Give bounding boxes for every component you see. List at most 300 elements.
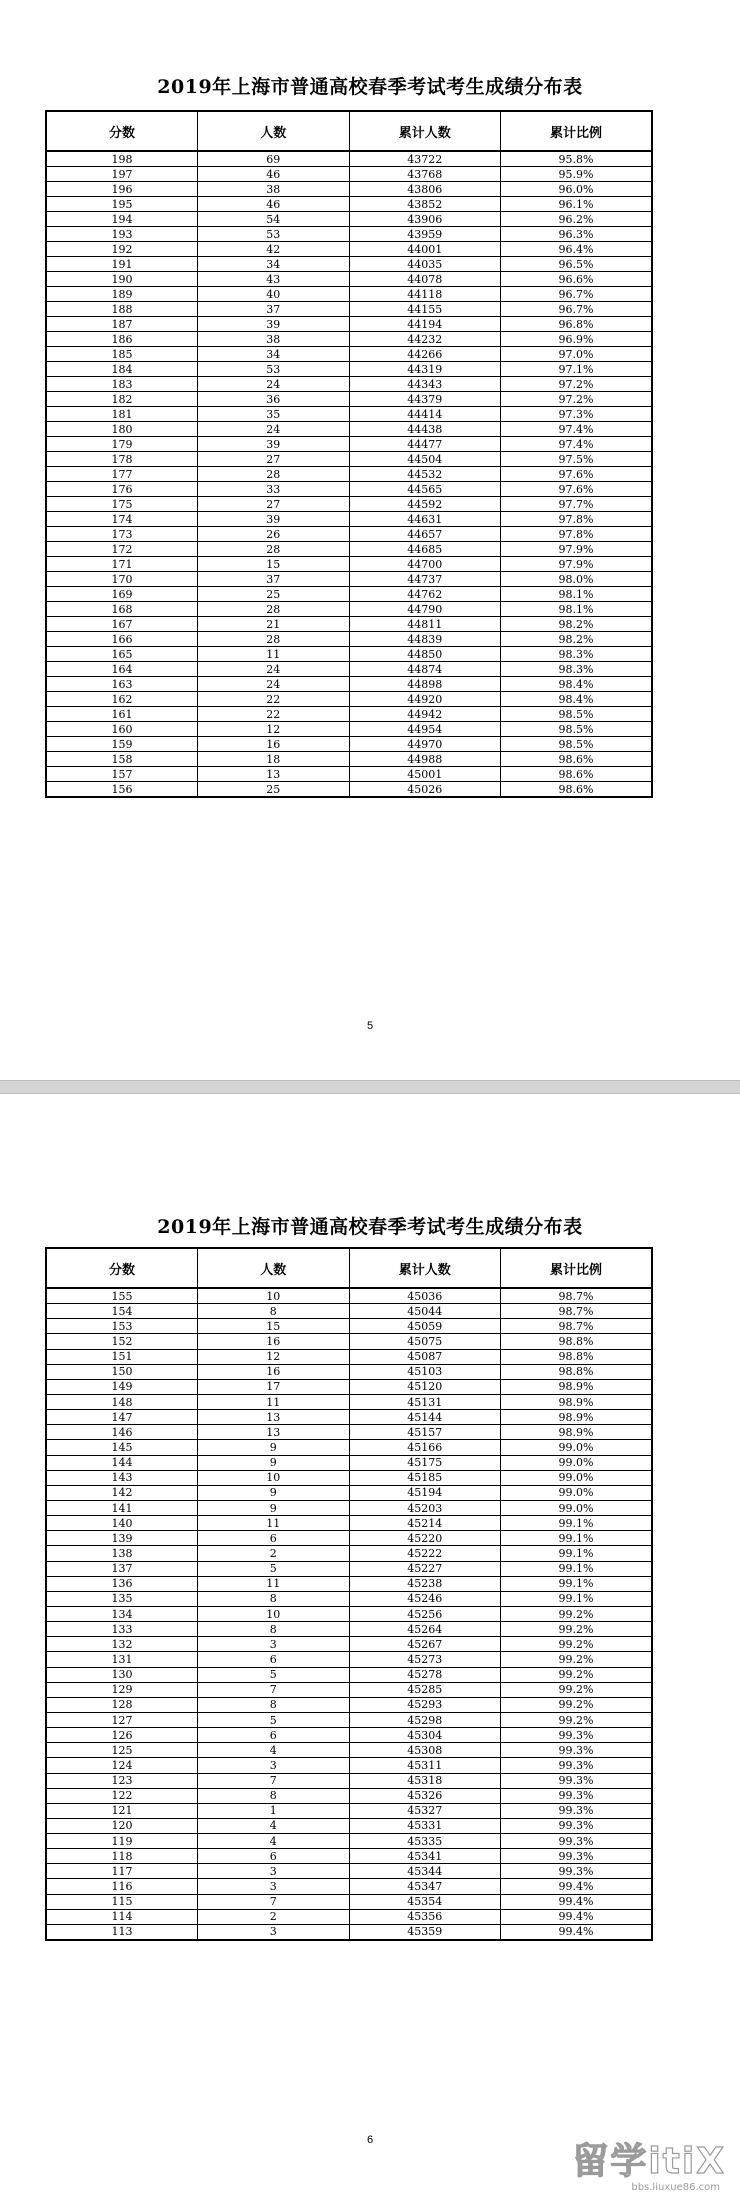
table-row xyxy=(46,1788,652,1803)
cell-count: 69 xyxy=(198,151,350,167)
cell-cumulative-count: 45214 xyxy=(349,1516,501,1531)
cell-score: 129 xyxy=(46,1682,198,1697)
table-body xyxy=(46,1288,652,1940)
table-row xyxy=(46,707,652,722)
cell-count: 24 xyxy=(198,422,350,437)
cell-cumulative-ratio: 98.9% xyxy=(501,1410,653,1425)
table-header-row xyxy=(46,111,652,151)
score-distribution-table xyxy=(45,1247,653,1941)
cell-count: 34 xyxy=(198,347,350,362)
cell-cumulative-count: 44078 xyxy=(349,272,501,287)
cell-score: 159 xyxy=(46,737,198,752)
cell-cumulative-count: 45359 xyxy=(349,1924,501,1940)
cell-cumulative-count: 45144 xyxy=(349,1410,501,1425)
cell-score: 158 xyxy=(46,752,198,767)
table-row xyxy=(46,182,652,197)
cell-score: 187 xyxy=(46,317,198,332)
cell-cumulative-count: 44631 xyxy=(349,512,501,527)
cell-cumulative-count: 44155 xyxy=(349,302,501,317)
cell-cumulative-ratio: 99.3% xyxy=(501,1743,653,1758)
cell-count: 6 xyxy=(198,1728,350,1743)
cell-count: 1 xyxy=(198,1803,350,1818)
cell-cumulative-ratio: 98.8% xyxy=(501,1334,653,1349)
cell-count: 37 xyxy=(198,572,350,587)
cell-cumulative-ratio: 99.2% xyxy=(501,1712,653,1727)
table-row xyxy=(46,1773,652,1788)
cell-count: 9 xyxy=(198,1500,350,1515)
table-row xyxy=(46,1455,652,1470)
cell-score: 161 xyxy=(46,707,198,722)
cell-cumulative-count: 45059 xyxy=(349,1319,501,1334)
cell-score: 146 xyxy=(46,1425,198,1440)
table-row xyxy=(46,497,652,512)
cell-score: 128 xyxy=(46,1697,198,1712)
cell-count: 4 xyxy=(198,1743,350,1758)
cell-count: 8 xyxy=(198,1697,350,1712)
cell-cumulative-count: 44898 xyxy=(349,677,501,692)
table-row xyxy=(46,1682,652,1697)
cell-cumulative-count: 45356 xyxy=(349,1909,501,1924)
cell-count: 5 xyxy=(198,1712,350,1727)
cell-cumulative-ratio: 97.1% xyxy=(501,362,653,377)
table-row xyxy=(46,1576,652,1591)
cell-cumulative-count: 45103 xyxy=(349,1364,501,1379)
cell-cumulative-count: 44035 xyxy=(349,257,501,272)
cell-count: 7 xyxy=(198,1773,350,1788)
cell-count: 28 xyxy=(198,467,350,482)
cell-cumulative-ratio: 99.3% xyxy=(501,1773,653,1788)
page-separator xyxy=(0,1080,740,1094)
cell-score: 116 xyxy=(46,1879,198,1894)
cell-cumulative-count: 44504 xyxy=(349,452,501,467)
cell-score: 150 xyxy=(46,1364,198,1379)
cell-cumulative-count: 44657 xyxy=(349,527,501,542)
cell-count: 6 xyxy=(198,1652,350,1667)
cell-count: 16 xyxy=(198,1334,350,1349)
cell-cumulative-ratio: 99.4% xyxy=(501,1924,653,1940)
cell-cumulative-ratio: 97.0% xyxy=(501,347,653,362)
cell-count: 34 xyxy=(198,257,350,272)
cell-count: 39 xyxy=(198,437,350,452)
cell-score: 166 xyxy=(46,632,198,647)
cell-cumulative-ratio: 99.2% xyxy=(501,1606,653,1621)
cell-count: 25 xyxy=(198,587,350,602)
table-row xyxy=(46,212,652,227)
cell-count: 43 xyxy=(198,272,350,287)
cell-cumulative-count: 44232 xyxy=(349,332,501,347)
cell-cumulative-ratio: 99.2% xyxy=(501,1697,653,1712)
cell-score: 140 xyxy=(46,1516,198,1531)
cell-cumulative-ratio: 95.9% xyxy=(501,167,653,182)
cell-count: 11 xyxy=(198,1394,350,1409)
cell-count: 15 xyxy=(198,557,350,572)
cell-count: 54 xyxy=(198,212,350,227)
table-row xyxy=(46,1591,652,1606)
cell-cumulative-ratio: 97.8% xyxy=(501,512,653,527)
header-cumulative-count: 累计人数 xyxy=(349,1248,501,1288)
cell-count: 11 xyxy=(198,647,350,662)
cell-count: 22 xyxy=(198,692,350,707)
cell-score: 194 xyxy=(46,212,198,227)
cell-count: 27 xyxy=(198,452,350,467)
table-row xyxy=(46,422,652,437)
cell-score: 197 xyxy=(46,167,198,182)
cell-cumulative-ratio: 97.3% xyxy=(501,407,653,422)
cell-cumulative-ratio: 99.0% xyxy=(501,1455,653,1470)
table-row xyxy=(46,1425,652,1440)
cell-score: 119 xyxy=(46,1834,198,1849)
cell-count: 13 xyxy=(198,1410,350,1425)
cell-cumulative-ratio: 98.7% xyxy=(501,1288,653,1304)
cell-cumulative-ratio: 96.0% xyxy=(501,182,653,197)
cell-score: 155 xyxy=(46,1288,198,1304)
cell-cumulative-count: 45120 xyxy=(349,1379,501,1394)
cell-score: 134 xyxy=(46,1606,198,1621)
table-row xyxy=(46,1500,652,1515)
cell-cumulative-count: 45131 xyxy=(349,1394,501,1409)
cell-count: 12 xyxy=(198,1349,350,1364)
cell-count: 6 xyxy=(198,1849,350,1864)
table-row xyxy=(46,392,652,407)
cell-count: 4 xyxy=(198,1834,350,1849)
cell-cumulative-count: 45273 xyxy=(349,1652,501,1667)
table-row xyxy=(46,332,652,347)
table-row xyxy=(46,287,652,302)
cell-score: 164 xyxy=(46,662,198,677)
cell-score: 113 xyxy=(46,1924,198,1940)
cell-cumulative-count: 45220 xyxy=(349,1531,501,1546)
cell-score: 151 xyxy=(46,1349,198,1364)
cell-cumulative-ratio: 96.7% xyxy=(501,302,653,317)
cell-count: 9 xyxy=(198,1455,350,1470)
table-row xyxy=(46,617,652,632)
cell-cumulative-count: 45256 xyxy=(349,1606,501,1621)
table-row xyxy=(46,1879,652,1894)
cell-cumulative-count: 45285 xyxy=(349,1682,501,1697)
table-row xyxy=(46,677,652,692)
cell-cumulative-count: 45347 xyxy=(349,1879,501,1894)
table-row xyxy=(46,1728,652,1743)
cell-cumulative-count: 44438 xyxy=(349,422,501,437)
cell-score: 127 xyxy=(46,1712,198,1727)
cell-score: 169 xyxy=(46,587,198,602)
table-row xyxy=(46,1758,652,1773)
cell-cumulative-count: 44920 xyxy=(349,692,501,707)
table-row xyxy=(46,1697,652,1712)
cell-cumulative-ratio: 98.7% xyxy=(501,1304,653,1319)
cell-cumulative-ratio: 99.0% xyxy=(501,1440,653,1455)
cell-cumulative-ratio: 99.2% xyxy=(501,1637,653,1652)
table-row xyxy=(46,1652,652,1667)
cell-cumulative-count: 44942 xyxy=(349,707,501,722)
cell-count: 3 xyxy=(198,1924,350,1940)
cell-count: 3 xyxy=(198,1879,350,1894)
cell-count: 28 xyxy=(198,602,350,617)
cell-cumulative-ratio: 97.7% xyxy=(501,497,653,512)
table-row xyxy=(46,302,652,317)
cell-cumulative-ratio: 99.3% xyxy=(501,1849,653,1864)
table-title: 2019年上海市普通高校春季考试考生成绩分布表 xyxy=(157,1216,583,1238)
cell-cumulative-count: 43722 xyxy=(349,151,501,167)
cell-cumulative-ratio: 98.8% xyxy=(501,1349,653,1364)
cell-cumulative-ratio: 97.9% xyxy=(501,557,653,572)
cell-score: 181 xyxy=(46,407,198,422)
cell-count: 9 xyxy=(198,1440,350,1455)
cell-score: 189 xyxy=(46,287,198,302)
cell-cumulative-count: 45293 xyxy=(349,1697,501,1712)
cell-cumulative-count: 45166 xyxy=(349,1440,501,1455)
table-row xyxy=(46,1334,652,1349)
cell-cumulative-ratio: 97.4% xyxy=(501,437,653,452)
cell-count: 38 xyxy=(198,332,350,347)
table-row xyxy=(46,257,652,272)
cell-cumulative-count: 45331 xyxy=(349,1818,501,1833)
cell-cumulative-count: 44532 xyxy=(349,467,501,482)
cell-cumulative-count: 44737 xyxy=(349,572,501,587)
cell-count: 10 xyxy=(198,1288,350,1304)
cell-score: 156 xyxy=(46,782,198,798)
cell-count: 37 xyxy=(198,302,350,317)
cell-count: 53 xyxy=(198,227,350,242)
cell-cumulative-count: 45222 xyxy=(349,1546,501,1561)
table-row xyxy=(46,1712,652,1727)
cell-count: 22 xyxy=(198,707,350,722)
cell-cumulative-count: 45087 xyxy=(349,1349,501,1364)
cell-count: 40 xyxy=(198,287,350,302)
table-row xyxy=(46,1606,652,1621)
cell-cumulative-count: 44414 xyxy=(349,407,501,422)
cell-cumulative-ratio: 98.2% xyxy=(501,617,653,632)
cell-count: 11 xyxy=(198,1516,350,1531)
cell-cumulative-ratio: 99.1% xyxy=(501,1516,653,1531)
cell-cumulative-count: 44762 xyxy=(349,587,501,602)
cell-count: 8 xyxy=(198,1788,350,1803)
cell-cumulative-count: 45298 xyxy=(349,1712,501,1727)
cell-count: 7 xyxy=(198,1894,350,1909)
cell-cumulative-count: 45238 xyxy=(349,1576,501,1591)
header-cumulative-ratio: 累计比例 xyxy=(501,111,653,151)
table-row xyxy=(46,1319,652,1334)
table-row xyxy=(46,151,652,167)
cell-cumulative-count: 43768 xyxy=(349,167,501,182)
table-row xyxy=(46,1909,652,1924)
cell-cumulative-count: 45246 xyxy=(349,1591,501,1606)
table-row xyxy=(46,1394,652,1409)
cell-count: 8 xyxy=(198,1622,350,1637)
cell-score: 184 xyxy=(46,362,198,377)
cell-score: 138 xyxy=(46,1546,198,1561)
cell-count: 16 xyxy=(198,737,350,752)
table-row xyxy=(46,362,652,377)
cell-score: 154 xyxy=(46,1304,198,1319)
cell-count: 36 xyxy=(198,392,350,407)
table-row xyxy=(46,542,652,557)
cell-cumulative-ratio: 98.6% xyxy=(501,782,653,798)
cell-cumulative-count: 45157 xyxy=(349,1425,501,1440)
cell-cumulative-count: 45001 xyxy=(349,767,501,782)
table-row xyxy=(46,527,652,542)
cell-cumulative-ratio: 99.4% xyxy=(501,1879,653,1894)
table-row xyxy=(46,1531,652,1546)
cell-count: 4 xyxy=(198,1818,350,1833)
cell-cumulative-ratio: 98.9% xyxy=(501,1425,653,1440)
cell-cumulative-count: 45308 xyxy=(349,1743,501,1758)
site-watermark xyxy=(526,2142,726,2202)
cell-cumulative-ratio: 96.6% xyxy=(501,272,653,287)
cell-cumulative-count: 44343 xyxy=(349,377,501,392)
cell-score: 142 xyxy=(46,1485,198,1500)
cell-score: 117 xyxy=(46,1864,198,1879)
table-row xyxy=(46,1485,652,1500)
cell-cumulative-count: 44839 xyxy=(349,632,501,647)
cell-count: 8 xyxy=(198,1591,350,1606)
cell-cumulative-count: 45304 xyxy=(349,1728,501,1743)
cell-score: 185 xyxy=(46,347,198,362)
cell-cumulative-ratio: 99.1% xyxy=(501,1576,653,1591)
cell-cumulative-count: 44700 xyxy=(349,557,501,572)
cell-cumulative-count: 44319 xyxy=(349,362,501,377)
table-row xyxy=(46,722,652,737)
cell-count: 28 xyxy=(198,632,350,647)
cell-cumulative-count: 45354 xyxy=(349,1894,501,1909)
table-row xyxy=(46,1622,652,1637)
cell-count: 15 xyxy=(198,1319,350,1334)
cell-score: 182 xyxy=(46,392,198,407)
table-row xyxy=(46,377,652,392)
table-row xyxy=(46,512,652,527)
table-row xyxy=(46,1440,652,1455)
cell-cumulative-count: 45026 xyxy=(349,782,501,798)
cell-score: 163 xyxy=(46,677,198,692)
cell-cumulative-count: 43852 xyxy=(349,197,501,212)
cell-score: 135 xyxy=(46,1591,198,1606)
cell-count: 3 xyxy=(198,1864,350,1879)
cell-count: 5 xyxy=(198,1667,350,1682)
table-row xyxy=(46,1834,652,1849)
cell-cumulative-count: 43906 xyxy=(349,212,501,227)
table-row xyxy=(46,227,652,242)
table-row xyxy=(46,1667,652,1682)
cell-cumulative-ratio: 99.3% xyxy=(501,1758,653,1773)
table-row xyxy=(46,572,652,587)
cell-cumulative-ratio: 98.4% xyxy=(501,677,653,692)
table-row xyxy=(46,737,652,752)
header-score: 分数 xyxy=(46,1248,198,1288)
page-number: 6 xyxy=(366,2134,374,2146)
table-row xyxy=(46,1349,652,1364)
table-title: 2019年上海市普通高校春季考试考生成绩分布表 xyxy=(157,76,583,98)
cell-count: 53 xyxy=(198,362,350,377)
table-row xyxy=(46,1546,652,1561)
cell-score: 180 xyxy=(46,422,198,437)
cell-cumulative-ratio: 97.9% xyxy=(501,542,653,557)
cell-cumulative-count: 43959 xyxy=(349,227,501,242)
cell-cumulative-ratio: 99.3% xyxy=(501,1728,653,1743)
cell-cumulative-count: 44477 xyxy=(349,437,501,452)
cell-count: 11 xyxy=(198,1576,350,1591)
cell-cumulative-ratio: 99.0% xyxy=(501,1485,653,1500)
cell-cumulative-count: 44811 xyxy=(349,617,501,632)
table-row xyxy=(46,557,652,572)
cell-cumulative-count: 45311 xyxy=(349,1758,501,1773)
cell-cumulative-count: 45264 xyxy=(349,1622,501,1637)
cell-score: 167 xyxy=(46,617,198,632)
cell-cumulative-ratio: 99.3% xyxy=(501,1834,653,1849)
cell-cumulative-ratio: 96.1% xyxy=(501,197,653,212)
cell-score: 132 xyxy=(46,1637,198,1652)
cell-cumulative-ratio: 97.8% xyxy=(501,527,653,542)
cell-cumulative-ratio: 99.3% xyxy=(501,1788,653,1803)
cell-cumulative-count: 44194 xyxy=(349,317,501,332)
table-row xyxy=(46,1894,652,1909)
cell-score: 144 xyxy=(46,1455,198,1470)
cell-score: 118 xyxy=(46,1849,198,1864)
cell-count: 8 xyxy=(198,1304,350,1319)
cell-cumulative-ratio: 96.2% xyxy=(501,212,653,227)
header-count: 人数 xyxy=(198,1248,350,1288)
cell-count: 24 xyxy=(198,677,350,692)
cell-score: 174 xyxy=(46,512,198,527)
cell-cumulative-count: 44266 xyxy=(349,347,501,362)
header-score: 分数 xyxy=(46,111,198,151)
cell-cumulative-ratio: 98.7% xyxy=(501,1319,653,1334)
cell-count: 7 xyxy=(198,1682,350,1697)
cell-score: 114 xyxy=(46,1909,198,1924)
table-row xyxy=(46,467,652,482)
document-page-6 xyxy=(0,1094,740,2212)
cell-cumulative-ratio: 97.5% xyxy=(501,452,653,467)
document-page-5 xyxy=(0,0,740,1080)
cell-cumulative-ratio: 99.2% xyxy=(501,1652,653,1667)
cell-score: 147 xyxy=(46,1410,198,1425)
cell-cumulative-ratio: 99.0% xyxy=(501,1500,653,1515)
cell-cumulative-count: 44001 xyxy=(349,242,501,257)
cell-cumulative-ratio: 98.5% xyxy=(501,707,653,722)
table-row xyxy=(46,692,652,707)
header-cumulative-ratio: 累计比例 xyxy=(501,1248,653,1288)
cell-score: 198 xyxy=(46,151,198,167)
cell-cumulative-count: 44379 xyxy=(349,392,501,407)
table-row xyxy=(46,767,652,782)
cell-cumulative-count: 45341 xyxy=(349,1849,501,1864)
table-row xyxy=(46,1516,652,1531)
cell-score: 172 xyxy=(46,542,198,557)
table-row xyxy=(46,407,652,422)
cell-score: 165 xyxy=(46,647,198,662)
cell-cumulative-ratio: 98.5% xyxy=(501,737,653,752)
cell-score: 149 xyxy=(46,1379,198,1394)
cell-cumulative-ratio: 98.9% xyxy=(501,1394,653,1409)
cell-cumulative-count: 45194 xyxy=(349,1485,501,1500)
table-row xyxy=(46,482,652,497)
cell-score: 168 xyxy=(46,602,198,617)
cell-score: 153 xyxy=(46,1319,198,1334)
cell-cumulative-ratio: 99.4% xyxy=(501,1894,653,1909)
cell-cumulative-count: 45185 xyxy=(349,1470,501,1485)
cell-score: 162 xyxy=(46,692,198,707)
cell-cumulative-count: 45175 xyxy=(349,1455,501,1470)
cell-cumulative-ratio: 99.0% xyxy=(501,1470,653,1485)
cell-score: 130 xyxy=(46,1667,198,1682)
cell-count: 10 xyxy=(198,1606,350,1621)
table-row xyxy=(46,782,652,798)
cell-score: 115 xyxy=(46,1894,198,1909)
cell-cumulative-ratio: 98.3% xyxy=(501,662,653,677)
header-count: 人数 xyxy=(198,111,350,151)
table-row xyxy=(46,1561,652,1576)
cell-cumulative-count: 44685 xyxy=(349,542,501,557)
table-row xyxy=(46,1743,652,1758)
